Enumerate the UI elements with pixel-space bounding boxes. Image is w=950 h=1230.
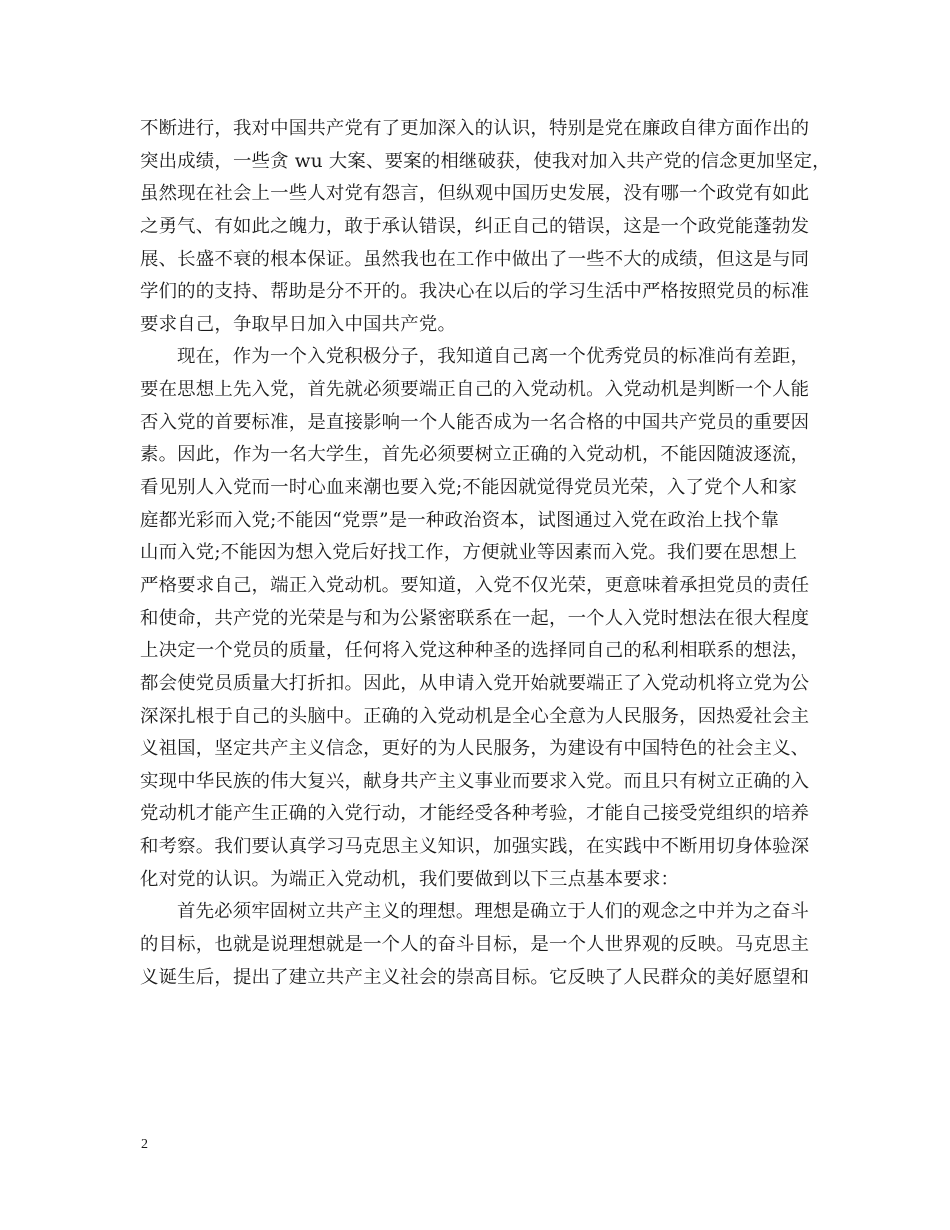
text-line: 素。因此，作为一名大学生，首先必须要树立正确的入党动机，不能因随波逐流，: [140, 444, 810, 466]
text-line: 实现中华民族的伟大复兴，献身共产主义事业而要求入党。而且只有树立正确的入: [140, 770, 810, 792]
text-line: 虽然现在社会上一些人对党有怨言，但纵观中国历史发展，没有哪一个政党有如此: [140, 183, 810, 205]
text-line: 都会使党员质量大打折扣。因此，从申请入党开始就要端正了入党动机将立党为公: [140, 672, 810, 694]
text-line: 否入党的首要标准，是直接影响一个人能否成为一名合格的中国共产党员的重要因: [140, 411, 810, 433]
text-line: 和考察。我们要认真学习马克思主义知识，加强实践，在实践中不断用切身体验深: [140, 836, 810, 858]
text-line: 深深扎根于自己的头脑中。正确的入党动机是全心全意为人民服务，因热爱社会主: [140, 705, 810, 727]
text-line: 上决定一个党员的质量，任何将入党这种种圣的选择同自己的私利相联系的想法，: [140, 640, 810, 662]
text-line: 和使命，共产党的光荣是与和为公紧密联系在一起，一个人入党时想法在很大程度: [140, 607, 810, 629]
text-line: 义祖国，坚定共产主义信念，更好的为人民服务，为建设有中国特色的社会主义、: [140, 738, 810, 760]
text-line: 要在思想上先入党，首先就必须要端正自己的入党动机。入党动机是判断一个人能: [140, 379, 810, 401]
text-line: 的目标，也就是说理想就是一个人的奋斗目标，是一个人世界观的反映。马克思主: [140, 934, 810, 956]
text-line: 看见别人入党而一时心血来潮也要入党;不能因就觉得党员光荣，入了党个人和家: [140, 477, 798, 499]
text-line: 展、长盛不衰的根本保证。虽然我也在工作中做出了一些不大的成绩，但这是与同: [140, 248, 810, 270]
text-line: 严格要求自己，端正入党动机。要知道，入党不仅光荣，更意味着承担党员的责任: [140, 574, 810, 596]
text-line: 首先必须牢固树立共产主义的理想。理想是确立于人们的观念之中并为之奋斗: [177, 901, 810, 923]
text-line: 现在，作为一个入党积极分子，我知道自己离一个优秀党员的标准尚有差距，: [177, 346, 810, 368]
text-line: 山而入党;不能因为想入党后好找工作，方便就业等因素而入党。我们要在思想上: [140, 542, 798, 564]
text-line: 突出成绩，一些贪 wu 大案、要案的相继破获，使我对加入共产党的信念更加坚定，: [140, 150, 831, 172]
text-line: 要求自己，争取早日加入中国共产党。: [140, 313, 457, 335]
text-line: 义诞生后，提出了建立共产主义社会的崇高目标。它反映了人民群众的美好愿望和: [140, 966, 810, 988]
document-body: [140, 113, 831, 994]
page-number: 2: [141, 1137, 148, 1152]
text-line: 之勇气、有如此之魄力，敢于承认错误，纠正自己的错误，这是一个政党能蓬勃发: [140, 215, 810, 237]
text-line: 化对党的认识。为端正入党动机，我们要做到以下三点基本要求：: [140, 868, 680, 890]
text-line: 庭都光彩而入党;不能因“党票”是一种政治资本，试图通过入党在政治上找个靠: [140, 509, 780, 531]
text-line: 不断进行，我对中国共产党有了更加深入的认识，特别是党在廉政自律方面作出的: [140, 118, 810, 139]
text-line: 党动机才能产生正确的入党行动，才能经受各种考验，才能自己接受党组织的培养: [140, 803, 810, 825]
text-line: 学们的的支持、帮助是分不开的。我决心在以后的学习生活中严格按照党员的标准: [140, 281, 810, 303]
